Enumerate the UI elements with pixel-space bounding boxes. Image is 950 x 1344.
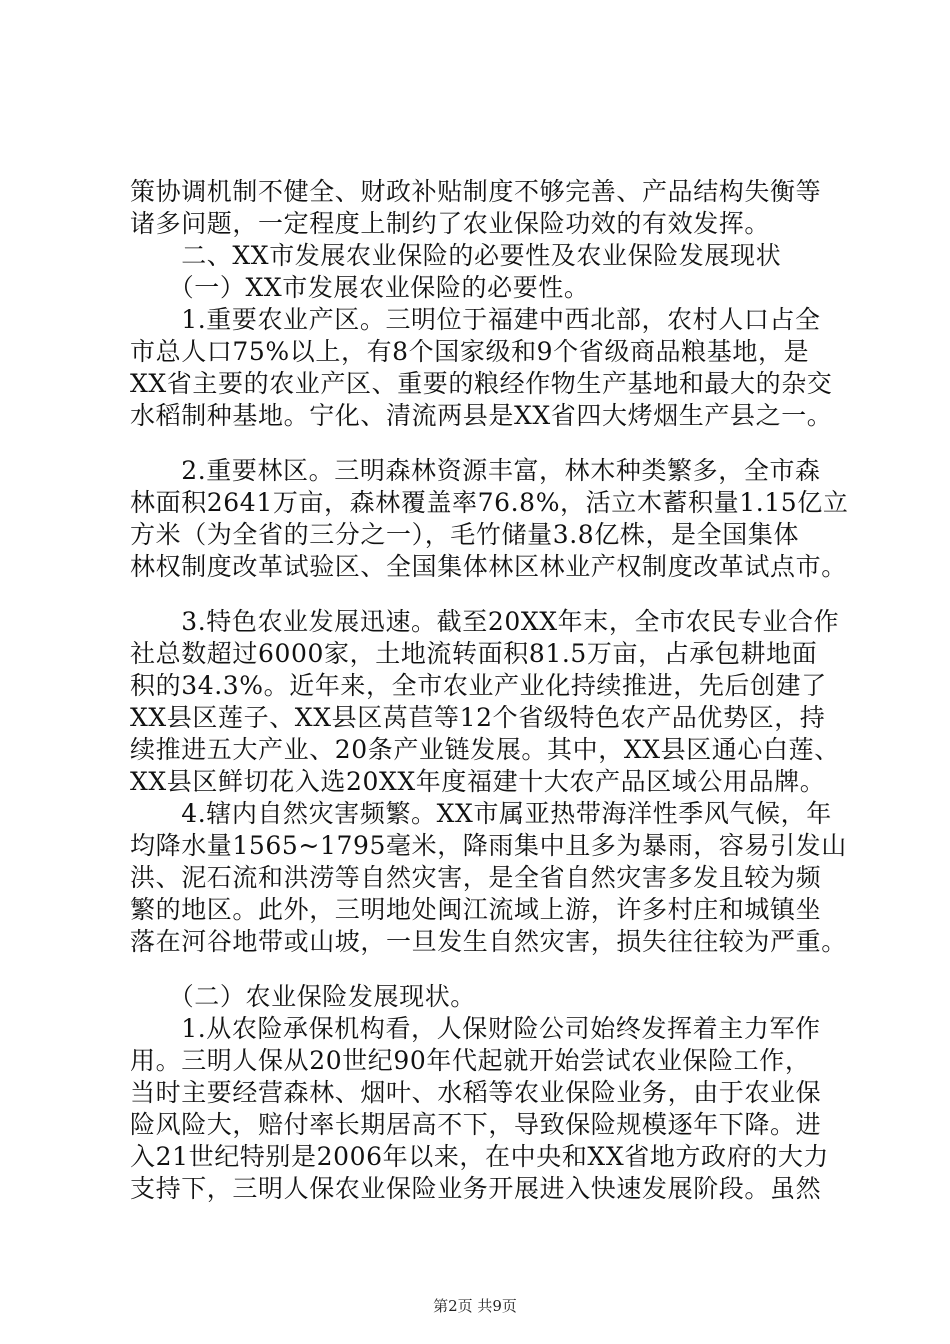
text-line: 市总人口75%以上，有8个国家级和9个省级商品粮基地，是 bbox=[130, 337, 810, 366]
text-line: XX省主要的农业产区、重要的粮经作物生产基地和最大的杂交 bbox=[130, 369, 833, 398]
text-line: 2.重要林区。三明森林资源丰富，林木种类繁多，全市森 bbox=[130, 456, 821, 485]
text-line: 用。三明人保从20世纪90年代起就开始尝试农业保险工作， bbox=[130, 1046, 811, 1075]
text-line: 林面积2641万亩，森林覆盖率76.8%，活立木蓄积量1.15亿立 bbox=[130, 488, 849, 517]
text-line: 1.重要农业产区。三明位于福建中西北部，农村人口占全 bbox=[130, 305, 821, 334]
text-line: 3.特色农业发展迅速。截至20XX年末，全市农民专业合作 bbox=[130, 607, 840, 636]
text-line: 诸多问题，一定程度上制约了农业保险功效的有效发挥。 bbox=[130, 209, 771, 238]
text-line: XX县区莲子、XX县区莴苣等12个省级特色农产品优势区，持 bbox=[130, 703, 826, 732]
page-number-footer: 第2页 共9页 bbox=[433, 1297, 517, 1315]
text-line: 入21世纪特别是2006年以来，在中央和XX省地方政府的大力 bbox=[130, 1142, 830, 1171]
text-line: 险风险大，赔付率长期居高不下，导致保险规模逐年下降。进 bbox=[130, 1110, 822, 1139]
text-line: 洪、泥石流和洪涝等自然灾害，是全省自然灾害多发且较为频 bbox=[130, 863, 822, 892]
text-line: 林权制度改革试验区、全国集体林区林业产权制度改革试点市。 bbox=[130, 552, 847, 581]
text-line: 策协调机制不健全、财政补贴制度不够完善、产品结构失衡等 bbox=[130, 177, 822, 206]
subsection-heading: （二）农业保险发展现状。 bbox=[130, 982, 476, 1011]
section-heading: 二、XX市发展农业保险的必要性及农业保险发展现状 bbox=[130, 241, 782, 270]
text-line: 当时主要经营森林、烟叶、水稻等农业保险业务，由于农业保 bbox=[130, 1078, 822, 1107]
text-line: 均降水量1565~1795毫米，降雨集中且多为暴雨，容易引发山 bbox=[130, 831, 847, 860]
text-line: 积的34.3%。近年来，全市农业产业化持续推进，先后创建了 bbox=[130, 671, 827, 700]
text-line: 1.从农险承保机构看，人保财险公司始终发挥着主力军作 bbox=[130, 1014, 821, 1043]
text-line: 落在河谷地带或山坡，一旦发生自然灾害，损失往往较为严重。 bbox=[130, 927, 847, 956]
text-line: 4.辖内自然灾害频繁。XX市属亚热带海洋性季风气候，年 bbox=[130, 799, 832, 828]
text-line: 续推进五大产业、20条产业链发展。其中，XX县区通心白莲、 bbox=[130, 735, 840, 764]
text-line: 社总数超过6000家，土地流转面积81.5万亩，占承包耕地面 bbox=[130, 639, 818, 668]
text-line: 方米（为全省的三分之一），毛竹储量3.8亿株，是全国集体 bbox=[130, 520, 800, 549]
text-line: 繁的地区。此外，三明地处闽江流域上游，许多村庄和城镇坐 bbox=[130, 895, 822, 924]
text-line: 支持下，三明人保农业保险业务开展进入快速发展阶段。虽然 bbox=[130, 1174, 822, 1203]
subsection-heading: （一）XX市发展农业保险的必要性。 bbox=[130, 273, 590, 302]
text-line: 水稻制种基地。宁化、清流两县是XX省四大烤烟生产县之一。 bbox=[130, 401, 833, 430]
text-line: XX县区鲜切花入选20XX年度福建十大农产品区域公用品牌。 bbox=[130, 767, 826, 796]
